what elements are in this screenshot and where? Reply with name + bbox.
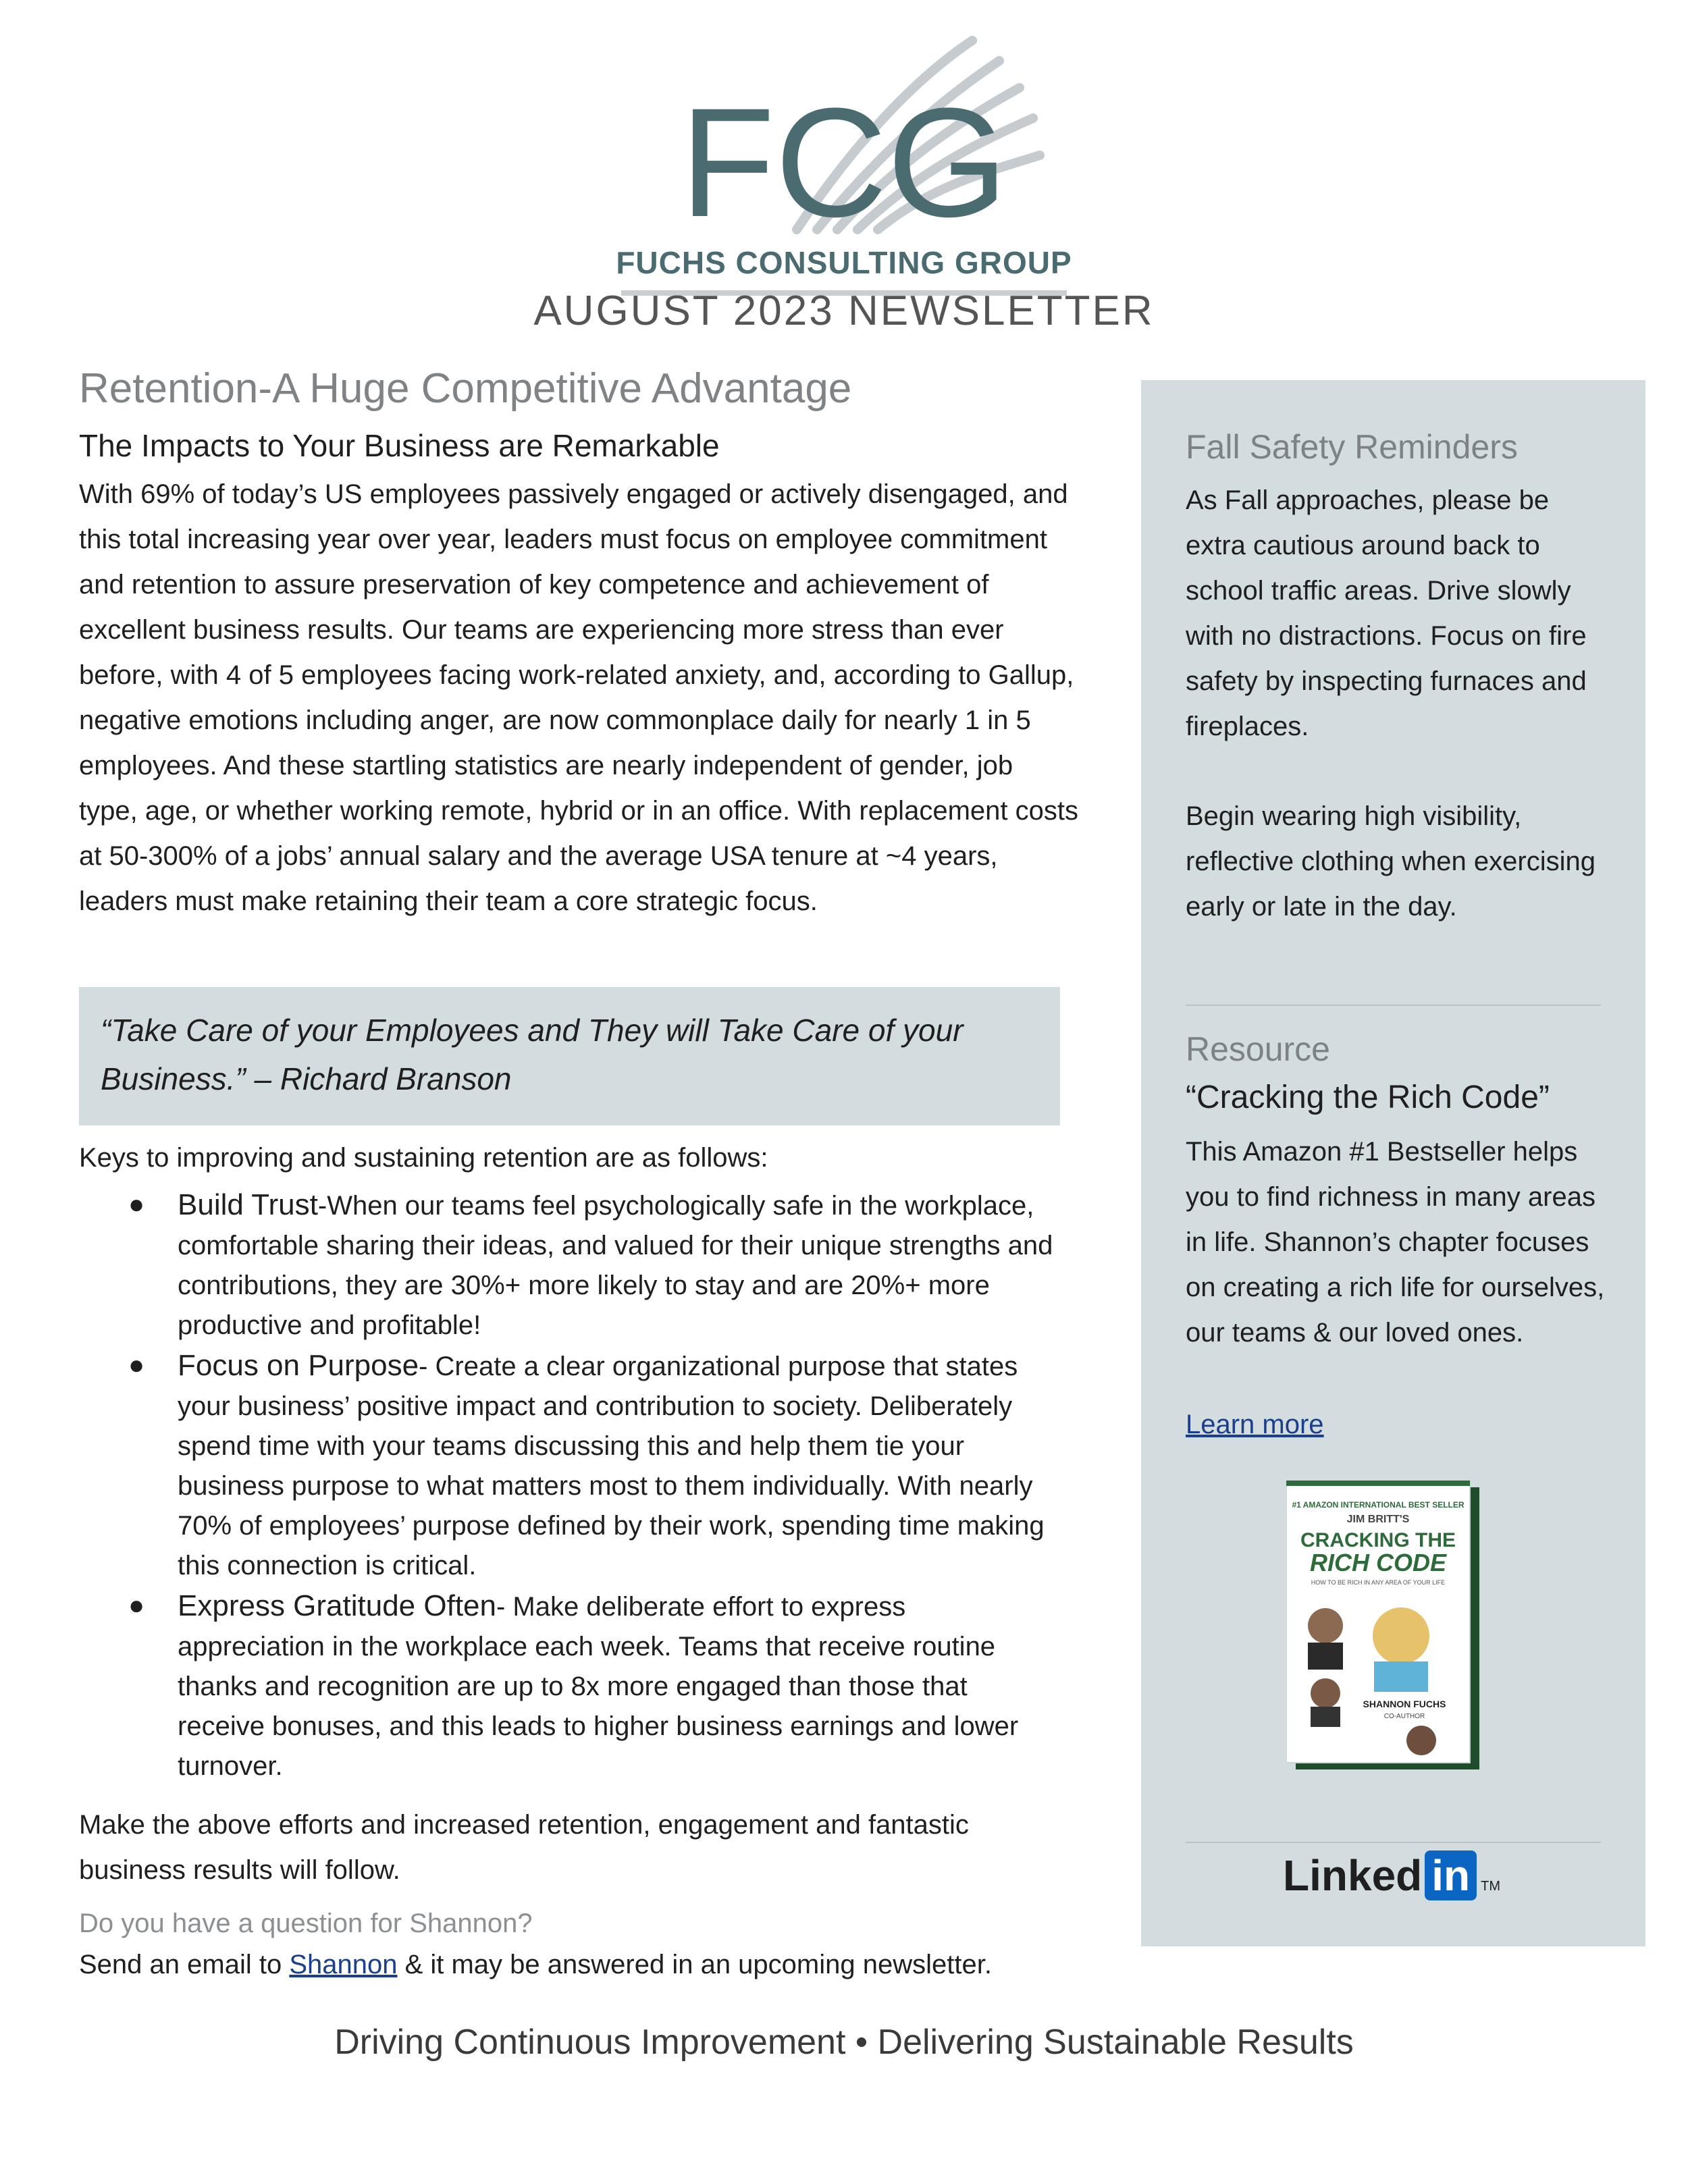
linkedin-text: Linked <box>1283 1851 1423 1900</box>
book-banner: #1 AMAZON INTERNATIONAL BEST SELLER <box>1292 1500 1465 1510</box>
quote-box <box>79 987 1060 1125</box>
keys-intro: Keys to improving and sustaining retention are as follows: <box>79 1143 768 1173</box>
book-coauthor-role: CO-AUTHOR <box>1383 1713 1425 1720</box>
footer-tagline: Driving Continuous Improvement • Delivering Sustainable Results <box>334 2023 1354 2062</box>
list-item <box>98 1185 1060 1346</box>
book-title-line-2: RICH CODE <box>1309 1549 1447 1576</box>
key-text: -When our teams feel psychologically safe in the workplace, comfortable sharing their ideas, and valued for their unique strengths and contributions, they are 30%+ more likely to stay and are 20%+ more productive and profitable! <box>178 1191 1053 1340</box>
closing-paragraph: Make the above efforts and increased retention, engagement and fantastic business results will follow. <box>79 1810 969 1885</box>
keys-list <box>98 1185 1060 1786</box>
coauthor-photo <box>1373 1607 1429 1664</box>
book-title-line-1: CRACKING THE <box>1300 1529 1456 1551</box>
learn-more-wrapper <box>1186 1402 1611 1447</box>
safety-body: As Fall approaches, please be extra cautious around back to school traffic areas. Drive slowly with no distractions. Focus on fire safety by inspecting furnaces and fireplaces. <box>1186 485 1587 741</box>
book-author: JIM BRITT'S <box>1346 1514 1410 1525</box>
key-title: Express Gratitude Often <box>178 1589 496 1622</box>
linkedin-tm: TM <box>1481 1879 1501 1894</box>
reader-question-cta <box>79 1950 992 1980</box>
main-article <box>79 365 1078 924</box>
reader-question-heading: Do you have a question for Shannon? <box>79 1909 533 1938</box>
list-item <box>98 1346 1060 1586</box>
key-text: - Create a clear organizational purpose that states your business’ positive impact and contribution to society. Deliberately spend time with your teams discussing this and help them tie your business purpose to what matters most to them individually. With nearly 70% of employees’ purpose defined by their work, spending time making this connection is critical. <box>178 1352 1045 1580</box>
quote-text: “Take Care of your Employees and They will Take Care of your Business.” – Richard Branson <box>101 1013 964 1096</box>
email-shannon-link[interactable]: Shannon <box>289 1950 398 1979</box>
book-coauthor: SHANNON FUCHS <box>1363 1699 1446 1709</box>
company-name: FUCHS CONSULTING GROUP <box>616 245 1072 280</box>
sidebar-divider-bottom <box>1186 1842 1601 1843</box>
article-subtitle: The Impacts to Your Business are Remarkable <box>79 428 720 463</box>
safety-heading: Fall Safety Reminders <box>1186 428 1518 466</box>
linkedin-icon: in <box>1425 1850 1477 1900</box>
article-body: With 69% of today’s US employees passively engaged or actively disengaged, and this total increasing year over year, leaders must focus on employee commitment and retention to assure preservation of key competence and achievement of excellent business results. Our teams are experiencing more stress than ever before, with 4 of 5 employees facing work-related anxiety, and, according to Gallup, negative emotions including anger, are now commonplace daily for nearly 1 in 5 employees. And these startling statistics are nearly independent of gender, job type, age, or whether working remote, hybrid or in an office. With replacement costs at 50-300% of a jobs’ annual salary and the average USA tenure at ~4 years, leaders must make retaining their team a core strategic focus. <box>79 479 1078 916</box>
key-text: - Make deliberate effort to express appreciation in the workplace each week. Teams that receive routine thanks and recognition are up to 8x more engaged than those that receive bonuses, and this leads to higher business earnings and lower turnover. <box>178 1592 1019 1781</box>
key-title: Build Trust <box>178 1188 318 1221</box>
resource-heading: Resource <box>1186 1030 1330 1068</box>
resource-body: This Amazon #1 Bestseller helps you to find richness in many areas in life. Shannon’s chapter focuses on creating a rich life for ourselves, our teams & our loved ones. <box>1186 1137 1605 1348</box>
key-title: Focus on Purpose <box>178 1349 419 1382</box>
author-photo <box>1308 1608 1343 1643</box>
logo-letters: FCG <box>680 76 1008 249</box>
newsletter-title: AUGUST 2023 NEWSLETTER <box>533 288 1155 334</box>
book-cover-image[interactable] <box>1286 1481 1482 1771</box>
company-logo <box>594 27 1094 280</box>
wing-emblem-icon <box>594 27 1094 250</box>
sidebar <box>1141 380 1645 1946</box>
book-tagline: HOW TO BE RICH IN ANY AREA OF YOUR LIFE <box>1311 1579 1446 1586</box>
list-item <box>98 1586 1060 1786</box>
article-title: Retention-A Huge Competitive Advantage <box>79 365 852 412</box>
cta-prefix: Send an email to <box>79 1950 290 1979</box>
safety-body-visibility: Begin wearing high visibility, reflective clothing when exercising early or late in the day. <box>1186 801 1595 922</box>
bullet-icon: ● <box>128 1591 145 1620</box>
bullet-icon: ● <box>128 1190 145 1219</box>
bullet-icon: ● <box>128 1350 145 1380</box>
sidebar-divider <box>1186 1005 1601 1006</box>
learn-more-link[interactable]: Learn more <box>1186 1410 1324 1439</box>
linkedin-logo[interactable] <box>1283 1850 1500 1900</box>
resource-title: “Cracking the Rich Code” <box>1186 1080 1550 1115</box>
cta-suffix: & it may be answered in an upcoming newsletter. <box>397 1950 992 1979</box>
